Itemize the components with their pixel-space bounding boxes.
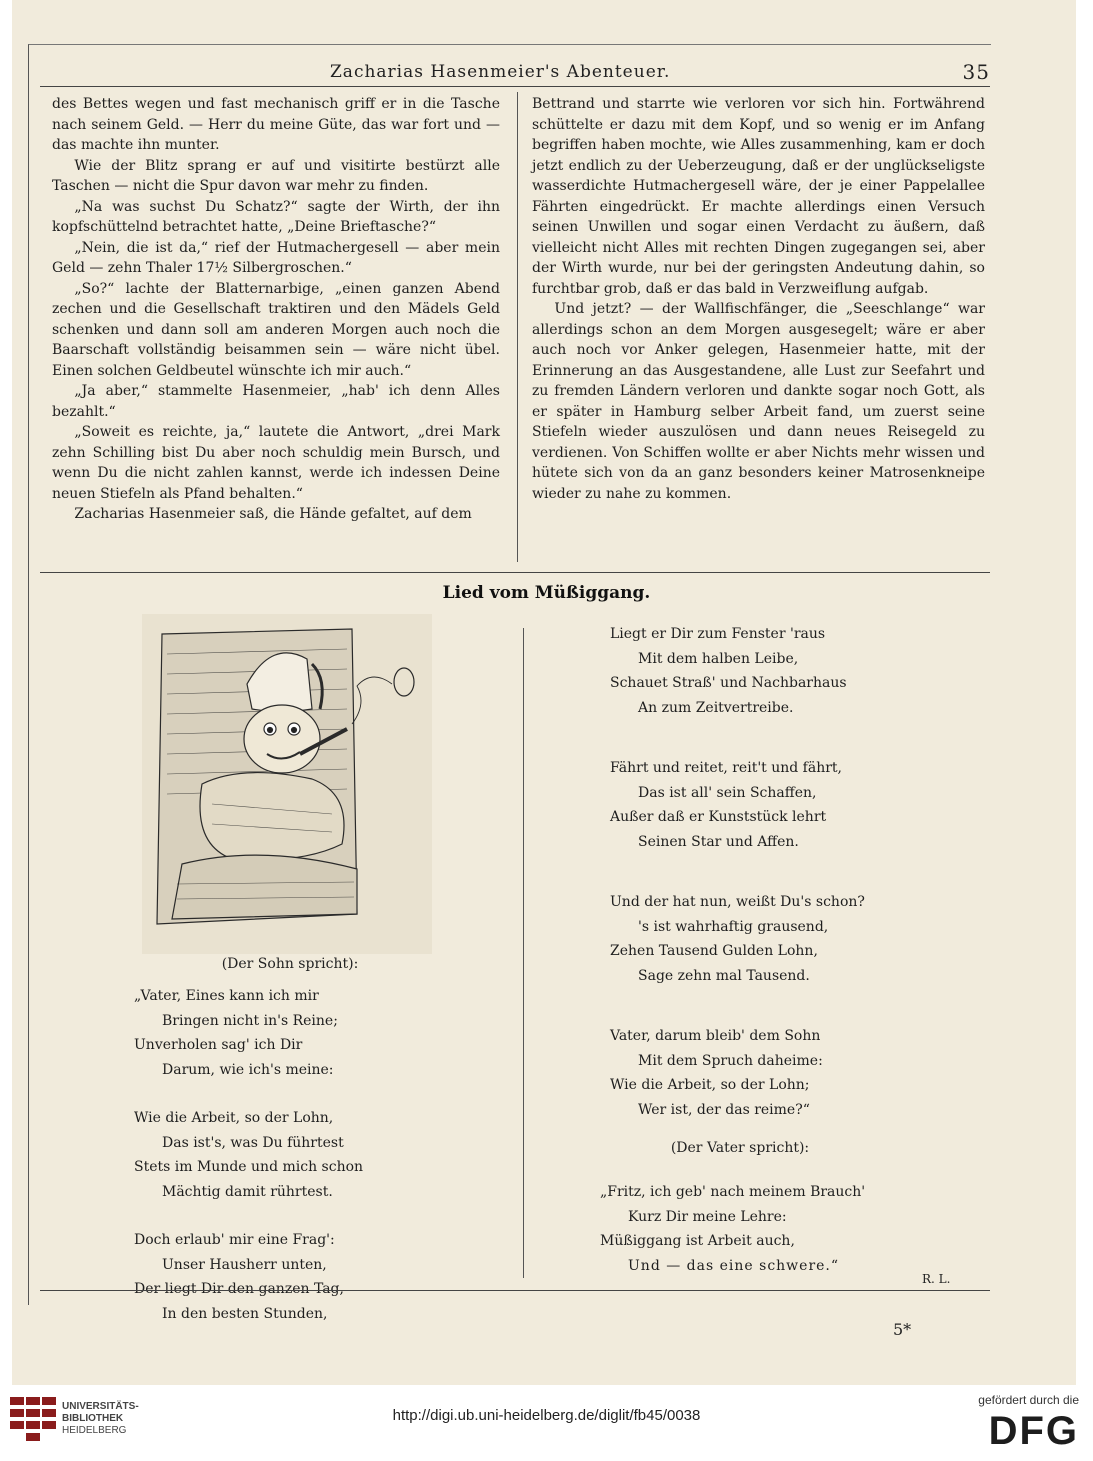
stanza: [610, 890, 865, 988]
header-rule: [40, 86, 990, 87]
caption-father: (Der Vater spricht):: [670, 1140, 810, 1156]
verse-line: Unser Hausherr unten,: [162, 1256, 327, 1273]
paragraph: „Ja aber,“ stammelte Hasenmeier, „hab' ich denn Alles bezahlt.“: [52, 383, 500, 420]
verse-line: Fährt und reitet, reit't und fährt,: [610, 760, 842, 776]
poem-column-divider: [523, 628, 524, 1278]
verse-line: Und der hat nun, weißt Du's schon?: [610, 894, 865, 910]
verse-line: Mit dem halben Leibe,: [638, 650, 799, 667]
section-rule: [40, 572, 990, 573]
paragraph: Bettrand und starrte wie verloren vor sich hin. Fortwährend schüttelte er dazu mit dem Kopf, und so wenig er im Anfang begriffen haben mochte, wie Alles zusammenhing, kam er doch jetzt endlich zu der Ueberzeugung, daß er der unglückseligste wasserdichte Hutmachergesell wäre, der je einer Pappelallee Fährten eingedrückt. Er machte allerdings einen Versuch seinen Unwillen und sogar einen Verdacht zu äußern, daß vielleicht nicht Alles mit rechten Dingen zugegangen sei, aber der Wirth wurde, nur bei der geringsten Andeutung dahin, so furchtbar grob, daß er das bald in Verzweiflung aufgab.: [532, 96, 985, 297]
verse-line: Bringen nicht in's Reine;: [162, 1012, 338, 1029]
verse-line: Mit dem Spruch daheime:: [638, 1052, 823, 1069]
verse-line: Zehen Tausend Gulden Lohn,: [610, 943, 818, 959]
poem-title: Lied vom Müßiggang.: [442, 583, 651, 603]
library-name-line: BIBLIOTHEK: [62, 1413, 124, 1424]
right-text-column: [532, 94, 985, 504]
verse-line: Kurz Dir meine Lehre:: [628, 1208, 787, 1225]
verse-line: Und — das eine schwere.“: [628, 1257, 840, 1274]
digitization-footer: [0, 1385, 1093, 1461]
paragraph: „Na was suchst Du Schatz?“ sagte der Wirth, der ihn kopfschüttelnd betrachtet hatte, „Deine Brieftasche?“: [52, 198, 500, 235]
sheet-signature-mark: 5*: [893, 1320, 912, 1339]
column-divider: [517, 92, 518, 562]
stanza: [134, 1228, 363, 1326]
verse-line: Doch erlaub' mir eine Frag':: [134, 1232, 335, 1248]
verse-line: Der liegt Dir den ganzen Tag,: [134, 1281, 344, 1297]
poem-right-column: [610, 622, 865, 1146]
verse-line: Stets im Munde und mich schon: [134, 1159, 364, 1175]
dfg-logo: DFG: [988, 1409, 1079, 1453]
paragraph: „Soweit es reichte, ja,“ lautete die Antwort, „drei Mark zehn Schilling bist Du aber noch schuldig mein Bursch, und wenn Du die nicht zahlen kannst, werde ich indessen Deine neuen Stiefeln als Pfand behalten.“: [52, 424, 500, 502]
verse-line: Wie die Arbeit, so der Lohn,: [134, 1110, 334, 1126]
bottom-rule: [40, 1290, 990, 1291]
verse-line: Vater, darum bleib' dem Sohn: [610, 1028, 821, 1044]
verse-line: Wie die Arbeit, so der Lohn;: [610, 1077, 810, 1093]
paragraph: Wie der Blitz sprang er auf und visitirte bestürzt alle Taschen — nicht die Spur davon war mehr zu finden.: [52, 157, 500, 194]
caption-son: (Der Sohn spricht):: [221, 956, 359, 972]
paragraph: Und jetzt? — der Wallfischfänger, die „Seeschlange“ war allerdings schon an dem Morgen ausgesegelt; wäre er aber auch noch vor Anker gelegen, Hasenmeier hatte, mit der Erinnerung an das Ausgestandene, alle Lust zur Seefahrt und zu fremden Ländern verloren und dankte sogar noch Gott, als er später in Hamburg selber Arbeit fand, um zuerst seine Stiefeln wieder auszulösen und dann neues Reisegeld zu verdienen. Von Schiffen wollte er aber Nichts mehr wissen und hütete sich von da an ganz besonders keiner Matrosenkneipe wieder zu nahe zu kommen.: [532, 301, 985, 502]
paragraph: „So?“ lachte der Blatternarbige, „einen ganzen Abend zechen und die Gesellschaft traktiren und den Mädels Geld schenken und dann soll am anderen Morgen auch noch die Baarschaft vollständig beisammen sein — wäre nicht übel. Einen solchen Geldbeutel wünschte ich mir auch.“: [52, 280, 500, 379]
verse-line: Seinen Star und Affen.: [638, 833, 799, 850]
stanza: [610, 622, 865, 720]
author-signature: R. L.: [922, 1272, 951, 1286]
paragraph: „Nein, die ist da,“ rief der Hutmachergesell — aber mein Geld — zehn Thaler 17½ Silbergroschen.“: [52, 239, 500, 276]
page-number: 35: [962, 60, 990, 84]
verse-line: Wer ist, der das reime?“: [638, 1101, 810, 1118]
verse-line: Liegt er Dir zum Fenster 'raus: [610, 626, 826, 642]
paragraph: des Bettes wegen und fast mechanisch griff er in die Tasche nach seinem Geld. — Herr du meine Güte, das war fort und — das machte ihn munter.: [52, 96, 500, 153]
verse-line: An zum Zeitvertreibe.: [638, 699, 794, 716]
verse-line: 's ist wahrhaftig grausend,: [638, 918, 829, 935]
verse-line: Müßiggang ist Arbeit auch,: [600, 1233, 795, 1249]
verse-line: Außer daß er Kunststück lehrt: [610, 809, 827, 825]
verse-line: Das ist all' sein Schaffen,: [638, 784, 817, 801]
verse-line: Darum, wie ich's meine:: [162, 1061, 334, 1078]
verse-line: In den besten Stunden,: [162, 1305, 328, 1322]
illustration-man-at-window: [142, 614, 432, 954]
left-text-column: [52, 94, 500, 525]
stanza: [134, 984, 363, 1082]
verse-line: Schauet Straß' und Nachbarhaus: [610, 675, 847, 691]
verse-line: Unverholen sag' ich Dir: [134, 1037, 303, 1053]
running-head-title: Zacharias Hasenmeier's Abenteuer.: [330, 62, 671, 82]
source-url-link[interactable]: http://digi.ub.uni-heidelberg.de/diglit/fb45/0038: [392, 1407, 701, 1424]
verse-line: Mächtig damit rührtest.: [162, 1183, 333, 1200]
poem-father-stanza: [600, 1180, 865, 1278]
library-name-line: HEIDELBERG: [62, 1425, 127, 1436]
library-name-line: UNIVERSITÄTS-: [62, 1401, 139, 1412]
funding-note: gefördert durch die: [978, 1393, 1079, 1407]
stanza: [610, 756, 865, 854]
verse-line: „Vater, Eines kann ich mir: [134, 988, 319, 1004]
stanza: [134, 1106, 363, 1204]
stanza: [610, 1024, 865, 1122]
paragraph: Zacharias Hasenmeier saß, die Hände gefaltet, auf dem: [74, 506, 472, 522]
verse-line: Sage zehn mal Tausend.: [638, 967, 810, 984]
verse-line: „Fritz, ich geb' nach meinem Brauch': [600, 1184, 866, 1200]
poem-left-column: [134, 984, 363, 1350]
verse-line: Das ist's, was Du führtest: [162, 1134, 344, 1151]
